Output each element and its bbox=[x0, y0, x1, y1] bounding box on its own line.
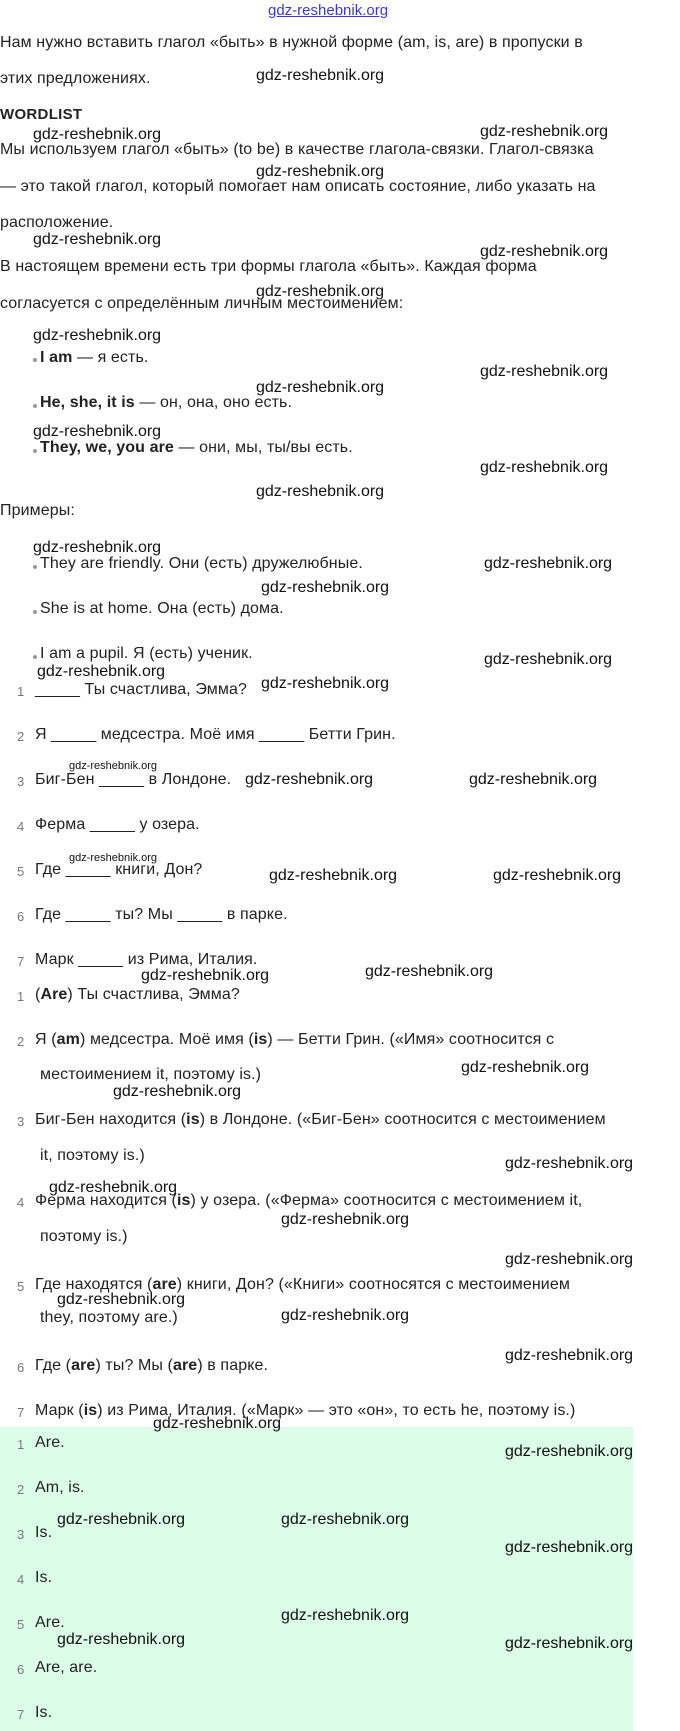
watermark: gdz-reshebnik.org bbox=[57, 1631, 186, 1648]
list-number: 5 bbox=[17, 864, 25, 879]
watermark: gdz-reshebnik.org bbox=[484, 651, 613, 668]
exercise-item: Марк _____ из Рима, Италия. bbox=[35, 951, 258, 968]
watermark: gdz-reshebnik.org bbox=[261, 579, 390, 596]
list-number: 3 bbox=[17, 1114, 25, 1129]
watermark: gdz-reshebnik.org bbox=[33, 126, 162, 143]
list-number: 4 bbox=[17, 1572, 25, 1587]
watermark: gdz-reshebnik.org bbox=[261, 675, 390, 692]
solution-item-continued: поэтому is.) bbox=[40, 1228, 128, 1245]
list-number: 5 bbox=[17, 1279, 25, 1294]
watermark: gdz-reshebnik.org bbox=[281, 1211, 410, 1228]
watermark: gdz-reshebnik.org bbox=[153, 1415, 282, 1432]
exercise-item: Где _____ ты? Мы _____ в парке. bbox=[35, 906, 288, 923]
watermark: gdz-reshebnik.org bbox=[505, 1155, 634, 1172]
answer-item: Are, are. bbox=[35, 1659, 98, 1676]
list-number: 6 bbox=[17, 1360, 25, 1375]
intro-line-2: этих предложениях. bbox=[0, 70, 151, 87]
watermark: gdz-reshebnik.org bbox=[33, 539, 162, 556]
form-item: He, she, it is — он, она, оно есть. bbox=[40, 394, 293, 411]
exercise-item: Где _____ книги, Дон? bbox=[35, 861, 203, 878]
exercise-item: _____ Ты счастлива, Эмма? bbox=[35, 681, 247, 698]
bullet bbox=[33, 565, 37, 569]
site-link[interactable]: gdz-reshebnik.org bbox=[268, 2, 389, 19]
watermark: gdz-reshebnik.org bbox=[57, 1511, 186, 1528]
solution-item: (Are) Ты счастлива, Эмма? bbox=[35, 986, 240, 1003]
watermark: gdz-reshebnik.org bbox=[256, 67, 385, 84]
watermark: gdz-reshebnik.org bbox=[49, 1179, 178, 1196]
answer-item: Am, is. bbox=[35, 1479, 85, 1496]
watermark: gdz-reshebnik.org bbox=[245, 771, 374, 788]
bullet bbox=[33, 358, 37, 362]
watermark: gdz-reshebnik.org bbox=[256, 379, 385, 396]
watermark: gdz-reshebnik.org bbox=[37, 663, 166, 680]
list-number: 1 bbox=[17, 684, 25, 699]
paragraph1-line-1: Мы используем глагол «быть» (to be) в качестве глагола-связки. Глагол-связка bbox=[0, 141, 594, 158]
answer-item: Is. bbox=[35, 1569, 53, 1586]
solution-item: Марк (is) из Рима, Италия. («Марк» — это «он», то есть he, поэтому is.) bbox=[35, 1402, 576, 1419]
exercise-item: Я _____ медсестра. Моё имя _____ Бетти Грин. bbox=[35, 726, 396, 743]
watermark: gdz-reshebnik.org bbox=[505, 1635, 634, 1652]
list-number: 6 bbox=[17, 1662, 25, 1677]
list-number: 4 bbox=[17, 1195, 25, 1210]
example-item: She is at home. Она (есть) дома. bbox=[40, 600, 284, 617]
wordlist-heading: WORDLIST bbox=[0, 106, 83, 123]
answer-item: Are. bbox=[35, 1614, 65, 1631]
solution-item: Биг-Бен находится (is) в Лондоне. («Биг-Бен» соотносится с местоимением bbox=[35, 1111, 606, 1128]
watermark: gdz-reshebnik.org bbox=[493, 867, 622, 884]
solution-item: Где (are) ты? Мы (are) в парке. bbox=[35, 1357, 269, 1374]
watermark: gdz-reshebnik.org bbox=[480, 123, 609, 140]
answers-block bbox=[0, 1427, 633, 1731]
example-item: I am a pupil. Я (есть) ученик. bbox=[40, 645, 253, 662]
watermark: gdz-reshebnik.org bbox=[69, 760, 158, 772]
solution-item: Где находятся (are) книги, Дон? («Книги» соотносятся с местоимением bbox=[35, 1276, 570, 1293]
watermark: gdz-reshebnik.org bbox=[505, 1347, 634, 1364]
answer-item: Is. bbox=[35, 1524, 53, 1541]
examples-heading: Примеры: bbox=[0, 502, 75, 519]
list-number: 3 bbox=[17, 774, 25, 789]
list-number: 2 bbox=[17, 729, 25, 744]
watermark: gdz-reshebnik.org bbox=[484, 555, 613, 572]
watermark: gdz-reshebnik.org bbox=[480, 459, 609, 476]
watermark: gdz-reshebnik.org bbox=[256, 163, 385, 180]
paragraph2-line-1: В настоящем времени есть три формы глагола «быть». Каждая форма bbox=[0, 258, 537, 275]
solution-item: Я (am) медсестра. Моё имя (is) — Бетти Грин. («Имя» соотносится с bbox=[35, 1031, 555, 1048]
bullet bbox=[33, 404, 37, 408]
list-number: 4 bbox=[17, 819, 25, 834]
list-number: 7 bbox=[17, 1405, 25, 1420]
form-item: I am — я есть. bbox=[40, 349, 149, 366]
paragraph1-line-3: расположение. bbox=[0, 214, 114, 231]
form-item: They, we, you are — они, мы, ты/вы есть. bbox=[40, 439, 353, 456]
watermark: gdz-reshebnik.org bbox=[505, 1539, 634, 1556]
watermark: gdz-reshebnik.org bbox=[461, 1059, 590, 1076]
exercise-item: Ферма _____ у озера. bbox=[35, 816, 200, 833]
list-number: 1 bbox=[17, 989, 25, 1004]
list-number: 2 bbox=[17, 1034, 25, 1049]
watermark: gdz-reshebnik.org bbox=[256, 483, 385, 500]
solution-item-continued: they, поэтому are.) bbox=[40, 1309, 178, 1326]
watermark: gdz-reshebnik.org bbox=[256, 283, 385, 300]
bullet bbox=[33, 655, 37, 659]
bullet bbox=[33, 610, 37, 614]
watermark: gdz-reshebnik.org bbox=[33, 327, 162, 344]
watermark: gdz-reshebnik.org bbox=[281, 1607, 410, 1624]
list-number: 7 bbox=[17, 954, 25, 969]
example-item: They are friendly. Они (есть) дружелюбные. bbox=[40, 555, 363, 572]
watermark: gdz-reshebnik.org bbox=[33, 231, 162, 248]
watermark: gdz-reshebnik.org bbox=[33, 423, 162, 440]
watermark: gdz-reshebnik.org bbox=[57, 1291, 186, 1308]
answer-item: Is. bbox=[35, 1704, 53, 1721]
answer-item: Are. bbox=[35, 1434, 65, 1451]
exercise-item: Биг-Бен _____ в Лондоне. bbox=[35, 771, 232, 788]
watermark: gdz-reshebnik.org bbox=[480, 363, 609, 380]
list-number: 7 bbox=[17, 1707, 25, 1722]
watermark: gdz-reshebnik.org bbox=[505, 1443, 634, 1460]
watermark: gdz-reshebnik.org bbox=[365, 963, 494, 980]
bullet bbox=[33, 449, 37, 453]
watermark: gdz-reshebnik.org bbox=[281, 1511, 410, 1528]
watermark: gdz-reshebnik.org bbox=[480, 243, 609, 260]
watermark: gdz-reshebnik.org bbox=[505, 1251, 634, 1268]
watermark: gdz-reshebnik.org bbox=[113, 1083, 242, 1100]
watermark: gdz-reshebnik.org bbox=[269, 867, 398, 884]
watermark: gdz-reshebnik.org bbox=[141, 967, 270, 984]
list-number: 2 bbox=[17, 1482, 25, 1497]
solution-item-continued: местоимением it, поэтому is.) bbox=[40, 1066, 262, 1083]
watermark: gdz-reshebnik.org bbox=[469, 771, 598, 788]
paragraph1-line-2: — это такой глагол, который помогает нам описать состояние, либо указать на bbox=[0, 178, 596, 195]
solution-item-continued: it, поэтому is.) bbox=[40, 1147, 145, 1164]
paragraph2-line-2: согласуется с определённым личным местоимением: bbox=[0, 295, 404, 312]
list-number: 1 bbox=[17, 1437, 25, 1452]
watermark: gdz-reshebnik.org bbox=[281, 1307, 410, 1324]
solution-item: Ферма находится (is) у озера. («Ферма» соотносится с местоимением it, bbox=[35, 1192, 583, 1209]
list-number: 3 bbox=[17, 1527, 25, 1542]
list-number: 6 bbox=[17, 909, 25, 924]
watermark: gdz-reshebnik.org bbox=[69, 852, 158, 864]
list-number: 5 bbox=[17, 1617, 25, 1632]
intro-line-1: Нам нужно вставить глагол «быть» в нужной форме (am, is, are) в пропуски в bbox=[0, 34, 583, 51]
